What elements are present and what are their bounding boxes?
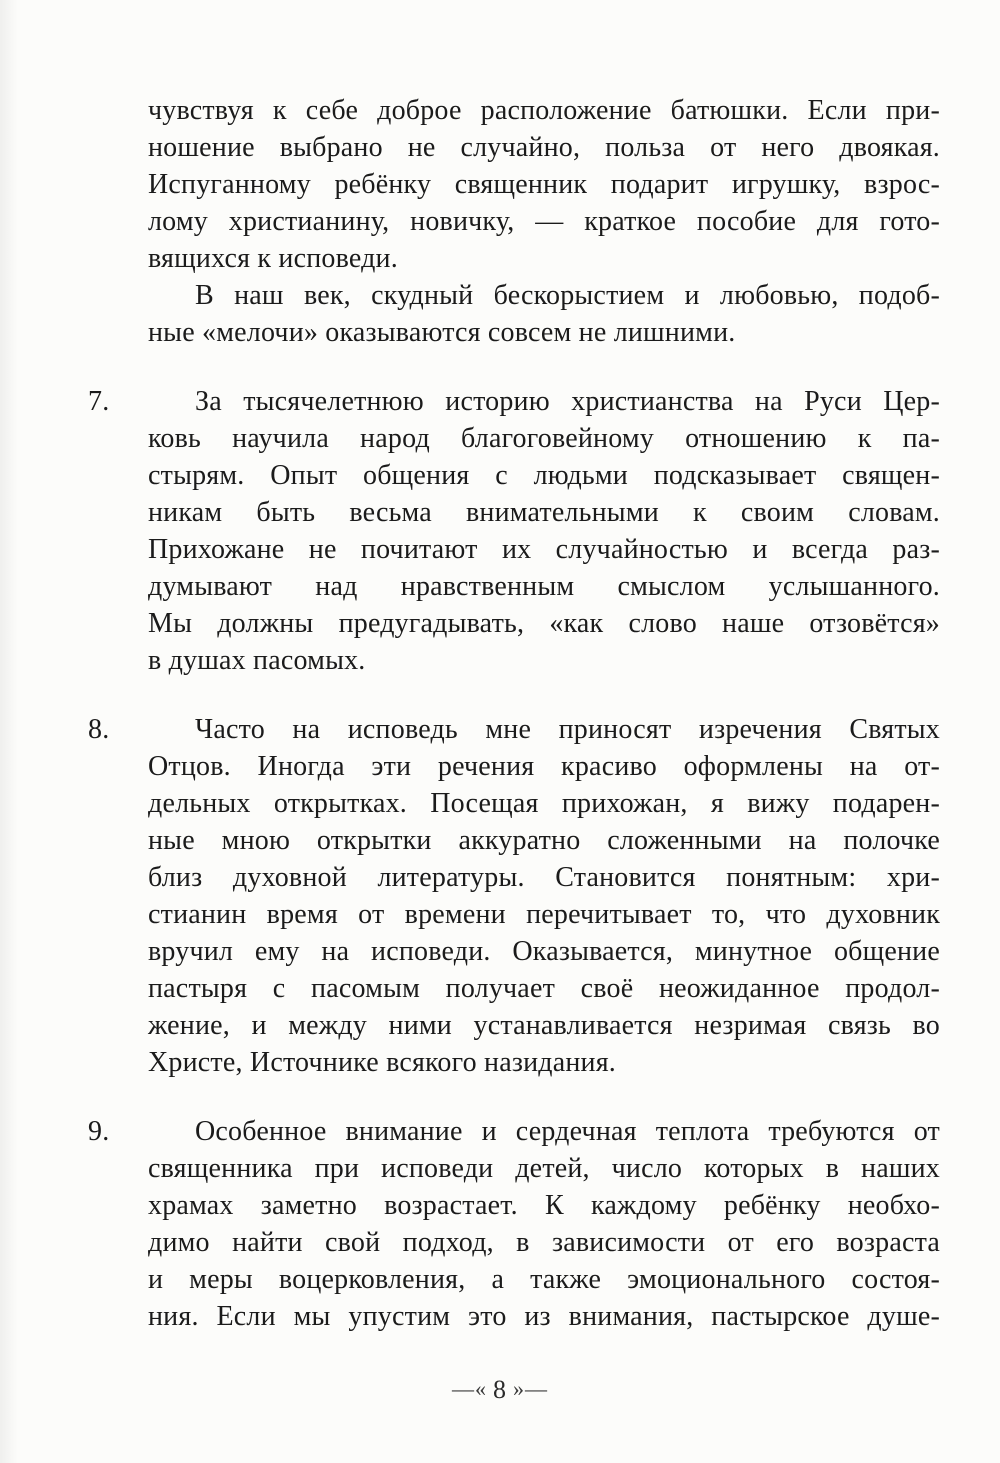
text-line: Христе, Источнике всякого назидания. xyxy=(148,1047,616,1078)
text-line: ные «мелочи» оказываются совсем не лишними. xyxy=(148,317,736,348)
text-line: За тысячелетнюю историю христианства на Руси Цер- xyxy=(195,386,940,417)
numbered-paragraph xyxy=(88,1113,940,1335)
footer-ornament-right: »— xyxy=(513,1376,548,1401)
text-line: жение, и между ними устанавливается незримая связь во xyxy=(148,1010,940,1041)
page-footer xyxy=(0,1375,1000,1405)
text-line: ковь научила народ благоговейному отношению к па- xyxy=(148,423,940,454)
numbered-paragraph xyxy=(88,711,940,1081)
text-line: Часто на исповедь мне приносят изречения Святых xyxy=(195,714,940,745)
text-line: близ духовной литературы. Становится понятным: хри- xyxy=(148,862,940,893)
text-line: думывают над нравственным смыслом услышанного. xyxy=(148,571,940,602)
text-line: В наш век, скудный бескорыстием и любовью, подоб- xyxy=(195,280,940,311)
text-line: вручил ему на исповеди. Оказывается, минутное общение xyxy=(148,936,940,967)
text-line: никам быть весьма внимательными к своим словам. xyxy=(148,497,940,528)
text-line: димо найти свой подход, в зависимости от его возраста xyxy=(148,1227,940,1258)
text-line: Особенное внимание и сердечная теплота требуются от xyxy=(195,1116,940,1147)
numbered-paragraph xyxy=(88,383,940,679)
page-text-block xyxy=(88,92,940,1335)
text-line: ношение выбрано не случайно, польза от него двоякая. xyxy=(148,132,940,163)
text-line: пастыря с пасомым получает своё неожиданное продол- xyxy=(148,973,940,1004)
text-line: Мы должны предугадывать, «как слово наше отзовётся» xyxy=(148,608,940,639)
text-line: стырям. Опыт общения с людьми подсказывает священ- xyxy=(148,460,940,491)
text-line: храмах заметно возрастает. К каждому ребёнку необхо- xyxy=(148,1190,940,1221)
text-line: ные мною открытки аккуратно сложенными на полочке xyxy=(148,825,940,856)
text-line: ния. Если мы упустим это из внимания, пастырское душе- xyxy=(148,1301,940,1332)
text-line: вящихся к исповеди. xyxy=(148,243,398,274)
paragraph xyxy=(148,277,940,351)
paragraph-number: 7. xyxy=(88,386,110,417)
footer-ornament-left: —« xyxy=(452,1376,487,1401)
text-line: лому христианину, новичку, — краткое пособие для гото- xyxy=(148,206,940,237)
paragraph-number: 9. xyxy=(88,1116,110,1147)
text-line: Испуганному ребёнку священник подарит игрушку, взрос- xyxy=(148,169,940,200)
page-number: 8 xyxy=(493,1375,507,1404)
text-line: Прихожане не почитают их случайностью и всегда раз- xyxy=(148,534,940,565)
text-line: в душах пасомых. xyxy=(148,645,366,676)
text-line: дельных открытках. Посещая прихожан, я вижу подарен- xyxy=(148,788,940,819)
text-line: стианин время от времени перечитывает то, что духовник xyxy=(148,899,940,930)
text-line: Отцов. Иногда эти речения красиво оформлены на от- xyxy=(148,751,940,782)
text-line: и меры воцерковления, а также эмоционального состоя- xyxy=(148,1264,940,1295)
paragraph-number: 8. xyxy=(88,714,110,745)
text-line: чувствуя к себе доброе расположение батюшки. Если при- xyxy=(148,95,940,126)
text-line: священника при исповеди детей, число которых в наших xyxy=(148,1153,940,1184)
paragraph xyxy=(148,92,940,277)
